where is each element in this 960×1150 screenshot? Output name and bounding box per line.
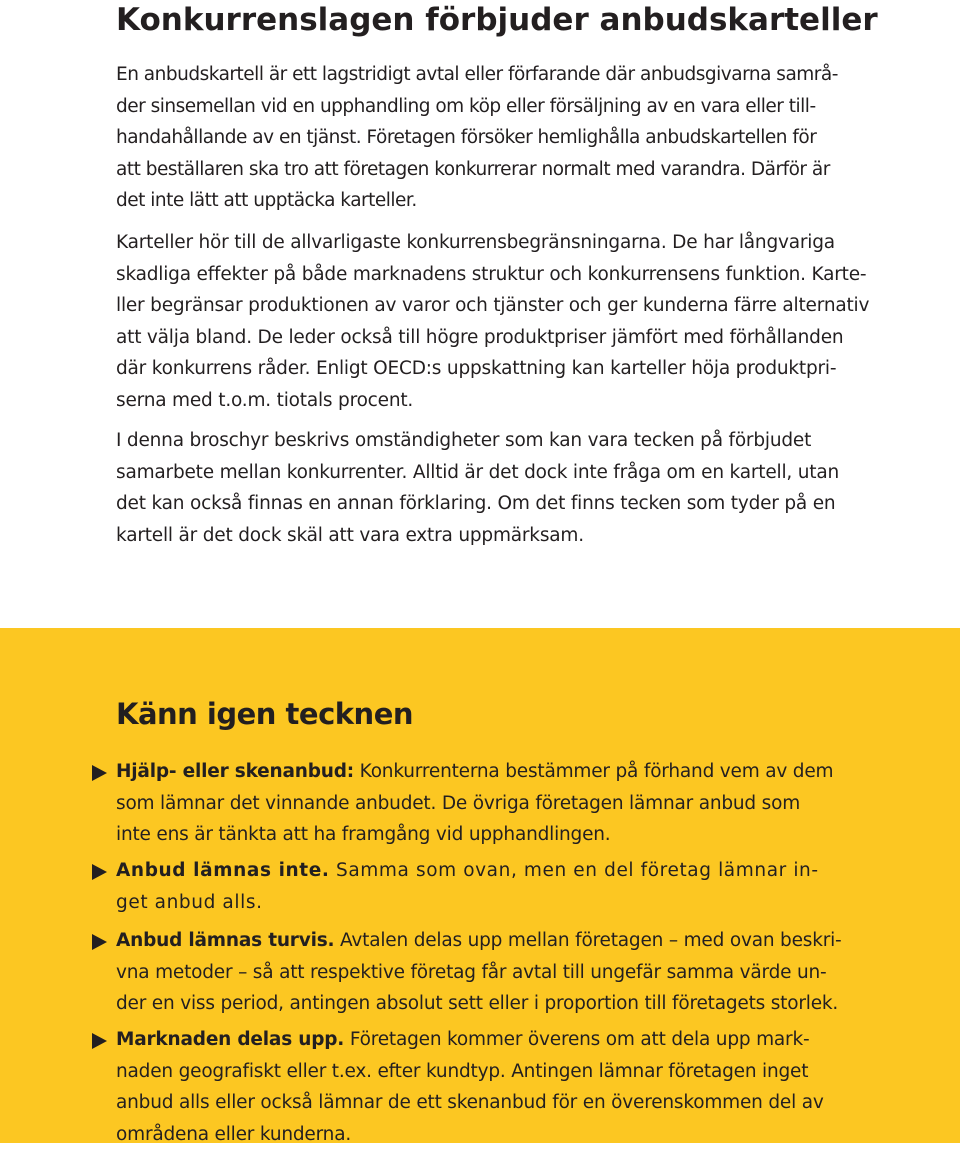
text-line: områdena eller kunderna. — [116, 1119, 824, 1150]
text-line: där konkurrens råder. Enligt OECD:s uppskattning kan karteller höja produktpri- — [116, 353, 869, 385]
text-line: samarbete mellan konkurrenter. Alltid är det dock inte fråga om en kartell, utan — [116, 457, 839, 489]
triangle-bullet-icon — [92, 765, 107, 781]
text-line: handahållande av en tjänst. Företagen försöker hemlighålla anbudskartellen för — [116, 122, 838, 154]
section-heading: Känn igen tecknen — [116, 696, 413, 732]
text-line: I denna broschyr beskrivs omständigheter som kan vara tecken på förbjudet — [116, 425, 839, 457]
text-line: att välja bland. De leder också till högre produktpriser jämfört med förhållanden — [116, 322, 869, 354]
item-text: Samma som ovan, men en del företag lämnar in- — [330, 860, 819, 881]
item-term: Anbud lämnas turvis. — [116, 930, 334, 951]
text-line — [116, 855, 819, 887]
text-line — [116, 756, 833, 788]
text-line: naden geografiskt eller t.ex. efter kundtyp. Antingen lämnar företagen inget — [116, 1056, 824, 1088]
text-line: serna med t.o.m. tiotals procent. — [116, 385, 869, 417]
item-term: Marknaden delas upp. — [116, 1029, 344, 1050]
text-line — [116, 1024, 824, 1056]
text-line: Karteller hör till de allvarligaste konkurrensbegränsningarna. De har långvariga — [116, 227, 869, 259]
page-title: Konkurrenslagen förbjuder anbudskarteller — [116, 0, 878, 40]
text-line: inte ens är tänkta att ha framgång vid upphandlingen. — [116, 819, 833, 851]
sign-item-anbud-turvis — [116, 925, 842, 1020]
item-term: Anbud lämnas inte. — [116, 860, 330, 881]
text-line: skadliga effekter på både marknadens struktur och konkurrensens funktion. Karte- — [116, 259, 869, 291]
sign-item-hjalp-anbud — [116, 756, 833, 851]
item-text: Företagen kommer överens om att dela upp mark- — [344, 1029, 809, 1050]
item-text: Avtalen delas upp mellan företagen – med ovan beskri- — [334, 930, 841, 951]
triangle-bullet-icon — [92, 864, 107, 880]
text-line: som lämnar det vinnande anbudet. De övriga företagen lämnar anbud som — [116, 788, 833, 820]
triangle-bullet-icon — [92, 1033, 107, 1049]
item-term: Hjälp- eller skenanbud: — [116, 761, 354, 782]
text-line: der sinsemellan vid en upphandling om köp eller försäljning av en vara eller till- — [116, 91, 838, 123]
signs-box — [0, 628, 960, 1143]
karteller-paragraph — [116, 227, 869, 416]
intro-paragraph — [116, 59, 838, 217]
item-text: Konkurrenterna bestämmer på förhand vem av dem — [354, 761, 833, 782]
text-line: ller begränsar produktionen av varor och tjänster och ger kunderna färre alternativ — [116, 290, 869, 322]
text-line: anbud alls eller också lämnar de ett skenanbud för en överenskommen del av — [116, 1087, 824, 1119]
text-line: kartell är det dock skäl att vara extra uppmärksam. — [116, 520, 839, 552]
brochure-paragraph — [116, 425, 839, 551]
sign-item-marknaden-delas — [116, 1024, 824, 1150]
text-line: vna metoder – så att respektive företag får avtal till ungefär samma värde un- — [116, 957, 842, 989]
text-line: det inte lätt att upptäcka karteller. — [116, 185, 838, 217]
triangle-bullet-icon — [92, 934, 107, 950]
text-line: get anbud alls. — [116, 887, 819, 919]
text-line: att beställaren ska tro att företagen konkurrerar normalt med varandra. Därför är — [116, 154, 838, 186]
sign-item-anbud-lamnas-inte — [116, 855, 819, 918]
text-line — [116, 925, 842, 957]
text-line: det kan också finnas en annan förklaring. Om det finns tecken som tyder på en — [116, 488, 839, 520]
text-line: En anbudskartell är ett lagstridigt avtal eller förfarande där anbudsgivarna samrå- — [116, 59, 838, 91]
text-line: der en viss period, antingen absolut sett eller i proportion till företagets storlek. — [116, 988, 842, 1020]
